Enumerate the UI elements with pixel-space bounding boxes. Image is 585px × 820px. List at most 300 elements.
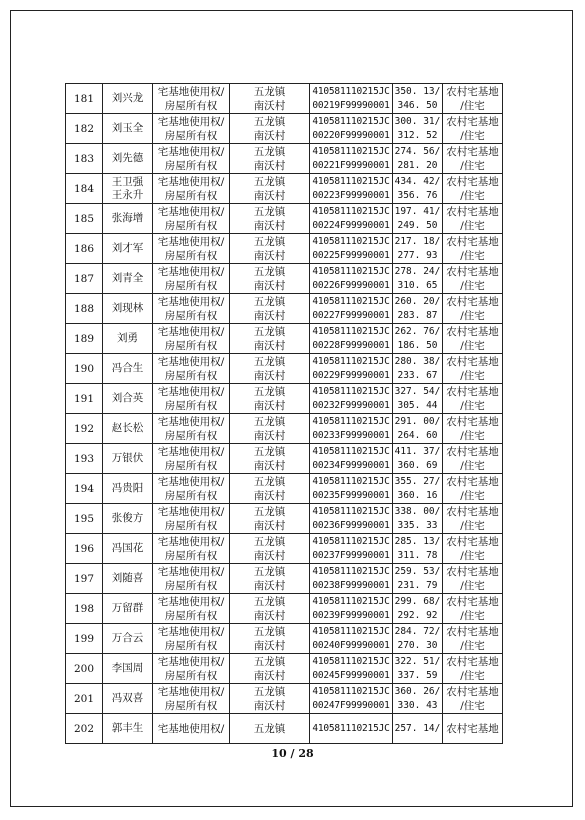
cell-number: 198 [66,594,103,624]
cell-unit-code-line: 00224F99990001 [312,219,390,231]
cell-location [230,624,310,654]
cell-right-type-line: 房屋所有权 [164,579,218,592]
cell-owner-line: 刘现林 [111,302,144,314]
cell-number: 202 [66,714,103,744]
cell-usage [443,564,503,594]
cell-unit-code-line: 410581110215JC [312,85,390,97]
cell-unit-code-line: 00240F99990001 [312,639,390,651]
cell-right-type-line: 宅基地使用权/ [157,355,225,368]
cell-usage [443,714,503,744]
cell-usage-line: /住宅 [460,549,485,562]
cell-unit-code-line: 00235F99990001 [312,489,390,501]
cell-area [393,564,443,594]
cell-location [230,534,310,564]
cell-unit-code-line: 00245F99990001 [312,669,390,681]
cell-area [393,144,443,174]
cell-usage-line: 农村宅基地 [446,685,499,698]
cell-unit-code [310,84,393,114]
cell-location-line: 五龙镇 [253,235,286,248]
cell-location [230,444,310,474]
cell-owner [103,114,153,144]
cell-right-type-line: 宅基地使用权/ [157,175,225,188]
cell-usage [443,144,503,174]
table-row [66,324,503,354]
cell-area-line: 330. 43 [397,699,438,711]
cell-owner-line: 万合云 [111,632,144,644]
cell-owner [103,264,153,294]
cell-area [393,84,443,114]
cell-usage-line: /住宅 [460,489,485,502]
table-row [66,444,503,474]
cell-area [393,174,443,204]
cell-number: 186 [66,234,103,264]
cell-usage [443,444,503,474]
cell-right-type-line: 房屋所有权 [164,549,218,562]
cell-location-line: 五龙镇 [253,205,286,218]
cell-location [230,714,310,744]
cell-location-line: 五龙镇 [253,535,286,548]
cell-area [393,204,443,234]
cell-usage [443,474,503,504]
table-row [66,354,503,384]
cell-location-line: 南沃村 [253,669,286,682]
cell-owner-line: 刘先德 [111,152,144,164]
cell-owner-line: 冯国花 [111,542,144,554]
cell-area-line: 264. 60 [397,429,438,441]
cell-usage-line: /住宅 [460,339,485,352]
cell-area-line: 300. 31/ [394,115,441,127]
table-body [66,84,503,744]
cell-location-line: 南沃村 [253,489,286,502]
cell-right-type-line: 宅基地使用权/ [157,415,225,428]
cell-location [230,474,310,504]
cell-unit-code-line: 410581110215JC [312,565,390,577]
cell-unit-code [310,114,393,144]
cell-owner-line: 张海增 [111,212,144,224]
cell-location-line: 南沃村 [253,219,286,232]
cell-unit-code [310,294,393,324]
cell-owner-line: 冯合生 [111,362,144,374]
cell-unit-code [310,474,393,504]
cell-number: 182 [66,114,103,144]
cell-area-line: 292. 92 [397,609,438,621]
cell-usage-line: 农村宅基地 [446,295,499,308]
cell-number: 193 [66,444,103,474]
cell-area-line: 338. 00/ [394,505,441,517]
cell-location-line: 南沃村 [253,189,286,202]
cell-unit-code-line: 410581110215JC [312,445,390,457]
cell-number: 181 [66,84,103,114]
cell-owner-line: 赵长松 [111,422,144,434]
cell-unit-code-line: 410581110215JC [312,145,390,157]
cell-usage-line: /住宅 [460,159,485,172]
cell-usage [443,624,503,654]
cell-right-type-line: 房屋所有权 [164,99,218,112]
cell-right-type-line: 宅基地使用权/ [157,595,225,608]
cell-right-type [153,294,230,324]
cell-unit-code-line: 00233F99990001 [312,429,390,441]
cell-area-line: 355. 27/ [394,475,441,487]
cell-unit-code-line: 410581110215JC [312,205,390,217]
cell-unit-code-line: 410581110215JC [312,685,390,697]
cell-location-line: 南沃村 [253,579,286,592]
cell-usage-line: 农村宅基地 [446,415,499,428]
cell-location-line: 南沃村 [253,279,286,292]
cell-usage [443,654,503,684]
cell-usage-line: /住宅 [460,459,485,472]
cell-owner [103,354,153,384]
cell-unit-code [310,324,393,354]
cell-usage [443,174,503,204]
cell-area [393,234,443,264]
cell-unit-code-line: 00228F99990001 [312,339,390,351]
cell-owner-line: 冯双喜 [111,692,144,704]
cell-unit-code-line: 410581110215JC [312,265,390,277]
cell-location-line: 南沃村 [253,369,286,382]
cell-right-type-line: 房屋所有权 [164,279,218,292]
cell-area [393,624,443,654]
cell-usage [443,384,503,414]
cell-location-line: 五龙镇 [253,265,286,278]
cell-unit-code-line: 410581110215JC [312,722,390,734]
cell-location-line: 五龙镇 [253,115,286,128]
cell-right-type-line: 房屋所有权 [164,639,218,652]
cell-unit-code-line: 410581110215JC [312,595,390,607]
cell-usage-line: 农村宅基地 [446,655,499,668]
cell-location [230,264,310,294]
cell-usage-line: 农村宅基地 [446,445,499,458]
cell-usage [443,354,503,384]
cell-right-type-line: 房屋所有权 [164,309,218,322]
cell-location-line: 南沃村 [253,309,286,322]
cell-usage [443,324,503,354]
cell-usage-line: /住宅 [460,699,485,712]
cell-area [393,504,443,534]
cell-location-line: 南沃村 [253,549,286,562]
cell-location [230,354,310,384]
table-row [66,114,503,144]
cell-area-line: 322. 51/ [394,655,441,667]
cell-right-type [153,534,230,564]
cell-area-line: 360. 16 [397,489,438,501]
cell-unit-code-line: 410581110215JC [312,415,390,427]
cell-unit-code [310,654,393,684]
cell-location-line: 五龙镇 [253,145,286,158]
cell-area-line: 262. 76/ [394,325,441,337]
cell-area-line: 291. 00/ [394,415,441,427]
cell-location-line: 五龙镇 [253,445,286,458]
cell-location [230,114,310,144]
cell-usage [443,114,503,144]
cell-owner-line: 刘玉全 [111,122,144,134]
cell-right-type-line: 宅基地使用权/ [157,722,225,735]
cell-area-line: 299. 68/ [394,595,441,607]
cell-location [230,504,310,534]
cell-right-type [153,414,230,444]
cell-unit-code-line: 00221F99990001 [312,159,390,171]
cell-right-type [153,144,230,174]
cell-area [393,384,443,414]
cell-unit-code-line: 410581110215JC [312,115,390,127]
cell-right-type-line: 宅基地使用权/ [157,445,225,458]
cell-owner-line: 刘随喜 [111,572,144,584]
cell-number: 200 [66,654,103,684]
table-row [66,624,503,654]
cell-location-line: 五龙镇 [253,295,286,308]
cell-unit-code [310,264,393,294]
cell-owner-line: 张俊方 [111,512,144,524]
cell-right-type [153,624,230,654]
table-row [66,474,503,504]
cell-unit-code-line: 00237F99990001 [312,549,390,561]
cell-unit-code-line: 410581110215JC [312,625,390,637]
cell-usage-line: 农村宅基地 [446,205,499,218]
cell-right-type [153,84,230,114]
cell-owner-line: 万银伏 [111,452,144,464]
cell-right-type [153,654,230,684]
cell-owner [103,384,153,414]
cell-area [393,444,443,474]
cell-usage-line: /住宅 [460,249,485,262]
cell-usage-line: 农村宅基地 [446,85,499,98]
cell-usage-line: /住宅 [460,669,485,682]
cell-location-line: 南沃村 [253,129,286,142]
cell-area-line: 270. 30 [397,639,438,651]
cell-unit-code [310,594,393,624]
cell-location [230,204,310,234]
table-row [66,264,503,294]
cell-area-line: 186. 50 [397,339,438,351]
table-row [66,204,503,234]
cell-right-type [153,114,230,144]
cell-right-type-line: 房屋所有权 [164,699,218,712]
cell-usage [443,504,503,534]
cell-area-line: 350. 13/ [394,85,441,97]
cell-unit-code-line: 00234F99990001 [312,459,390,471]
cell-usage-line: 农村宅基地 [446,535,499,548]
cell-area-line: 335. 33 [397,519,438,531]
table-row [66,294,503,324]
cell-location-line: 五龙镇 [253,415,286,428]
cell-right-type [153,384,230,414]
cell-unit-code-line: 00232F99990001 [312,399,390,411]
cell-owner-line: 李国周 [111,662,144,674]
cell-unit-code-line: 410581110215JC [312,235,390,247]
cell-area-line: 281. 20 [397,159,438,171]
cell-area-line: 434. 42/ [394,175,441,187]
cell-owner [103,534,153,564]
cell-right-type-line: 宅基地使用权/ [157,115,225,128]
cell-location-line: 五龙镇 [253,385,286,398]
cell-right-type [153,204,230,234]
cell-owner-line: 刘合英 [111,392,144,404]
cell-number: 185 [66,204,103,234]
cell-area-line: 310. 65 [397,279,438,291]
cell-right-type-line: 房屋所有权 [164,129,218,142]
cell-usage-line: 农村宅基地 [446,625,499,638]
cell-unit-code [310,234,393,264]
cell-area-line: 197. 41/ [394,205,441,217]
cell-owner-line: 刘勇 [117,332,138,344]
cell-location-line: 五龙镇 [253,625,286,638]
cell-right-type [153,354,230,384]
cell-number: 188 [66,294,103,324]
cell-usage [443,594,503,624]
cell-right-type-line: 宅基地使用权/ [157,535,225,548]
cell-right-type-line: 房屋所有权 [164,249,218,262]
cell-unit-code-line: 00238F99990001 [312,579,390,591]
cell-right-type-line: 房屋所有权 [164,189,218,202]
cell-right-type-line: 房屋所有权 [164,429,218,442]
cell-unit-code-line: 00220F99990001 [312,129,390,141]
cell-right-type [153,324,230,354]
cell-right-type [153,594,230,624]
cell-owner [103,564,153,594]
cell-unit-code [310,174,393,204]
cell-right-type-line: 房屋所有权 [164,489,218,502]
cell-unit-code-line: 410581110215JC [312,325,390,337]
cell-right-type-line: 宅基地使用权/ [157,475,225,488]
table-row [66,144,503,174]
cell-unit-code [310,204,393,234]
cell-owner [103,444,153,474]
registration-table [65,83,503,744]
cell-area-line: 217. 18/ [394,235,441,247]
cell-area-line: 305. 44 [397,399,438,411]
cell-area [393,474,443,504]
cell-location-line: 南沃村 [253,159,286,172]
cell-right-type-line: 房屋所有权 [164,339,218,352]
cell-owner [103,234,153,264]
cell-area [393,594,443,624]
cell-owner [103,474,153,504]
cell-number: 195 [66,504,103,534]
cell-right-type-line: 房屋所有权 [164,609,218,622]
cell-location-line: 五龙镇 [253,655,286,668]
cell-location [230,84,310,114]
cell-usage-line: 农村宅基地 [446,475,499,488]
table-row [66,594,503,624]
cell-owner [103,654,153,684]
cell-owner [103,624,153,654]
cell-area [393,324,443,354]
cell-right-type [153,684,230,714]
cell-usage-line: 农村宅基地 [446,115,499,128]
cell-area [393,114,443,144]
cell-right-type [153,264,230,294]
cell-usage-line: 农村宅基地 [446,385,499,398]
cell-usage-line: /住宅 [460,399,485,412]
cell-unit-code-line: 410581110215JC [312,295,390,307]
cell-usage-line: /住宅 [460,99,485,112]
cell-area-line: 284. 72/ [394,625,441,637]
cell-usage-line: /住宅 [460,129,485,142]
cell-unit-code [310,624,393,654]
cell-unit-code-line: 00247F99990001 [312,699,390,711]
cell-location-line: 南沃村 [253,639,286,652]
cell-number: 191 [66,384,103,414]
cell-location [230,654,310,684]
cell-area [393,414,443,444]
cell-area-line: 312. 52 [397,129,438,141]
cell-usage-line: /住宅 [460,189,485,202]
cell-area-line: 260. 20/ [394,295,441,307]
cell-right-type-line: 宅基地使用权/ [157,235,225,248]
cell-right-type-line: 宅基地使用权/ [157,385,225,398]
cell-owner [103,84,153,114]
cell-owner [103,684,153,714]
cell-location-line: 五龙镇 [253,685,286,698]
cell-location-line: 南沃村 [253,399,286,412]
cell-area [393,264,443,294]
table-row [66,534,503,564]
cell-unit-code-line: 410581110215JC [312,655,390,667]
cell-location-line: 五龙镇 [253,85,286,98]
cell-right-type-line: 房屋所有权 [164,519,218,532]
cell-location [230,384,310,414]
cell-location-line: 南沃村 [253,519,286,532]
cell-location-line: 五龙镇 [253,722,286,735]
cell-usage-line: 农村宅基地 [446,722,499,735]
cell-location [230,174,310,204]
cell-unit-code [310,564,393,594]
cell-right-type [153,474,230,504]
cell-usage-line: 农村宅基地 [446,325,499,338]
cell-area-line: 360. 26/ [394,685,441,697]
cell-area-line: 278. 24/ [394,265,441,277]
cell-owner-line: 万留群 [111,602,144,614]
cell-usage [443,234,503,264]
cell-unit-code [310,504,393,534]
page-number: 10 / 28 [271,747,314,760]
cell-usage [443,684,503,714]
cell-unit-code-line: 00229F99990001 [312,369,390,381]
cell-area [393,654,443,684]
cell-area-line: 259. 53/ [394,565,441,577]
cell-unit-code [310,144,393,174]
cell-usage-line: /住宅 [460,279,485,292]
cell-location-line: 五龙镇 [253,325,286,338]
cell-right-type-line: 宅基地使用权/ [157,565,225,578]
cell-location-line: 南沃村 [253,249,286,262]
cell-usage-line: 农村宅基地 [446,505,499,518]
cell-area-line: 283. 87 [397,309,438,321]
cell-number: 194 [66,474,103,504]
cell-right-type-line: 宅基地使用权/ [157,265,225,278]
cell-right-type [153,444,230,474]
cell-usage-line: 农村宅基地 [446,355,499,368]
cell-location-line: 五龙镇 [253,565,286,578]
cell-right-type-line: 宅基地使用权/ [157,85,225,98]
cell-owner-line: 王卫强 [111,175,144,188]
cell-owner-line: 刘青全 [111,272,144,284]
cell-right-type [153,174,230,204]
cell-number: 192 [66,414,103,444]
cell-usage [443,534,503,564]
cell-usage-line: 农村宅基地 [446,265,499,278]
cell-location-line: 南沃村 [253,459,286,472]
cell-usage-line: 农村宅基地 [446,235,499,248]
cell-location-line: 南沃村 [253,99,286,112]
cell-owner [103,144,153,174]
cell-right-type-line: 宅基地使用权/ [157,625,225,638]
cell-owner [103,204,153,234]
cell-usage [443,204,503,234]
cell-number: 184 [66,174,103,204]
cell-right-type-line: 宅基地使用权/ [157,295,225,308]
cell-area-line: 337. 59 [397,669,438,681]
table-row [66,234,503,264]
